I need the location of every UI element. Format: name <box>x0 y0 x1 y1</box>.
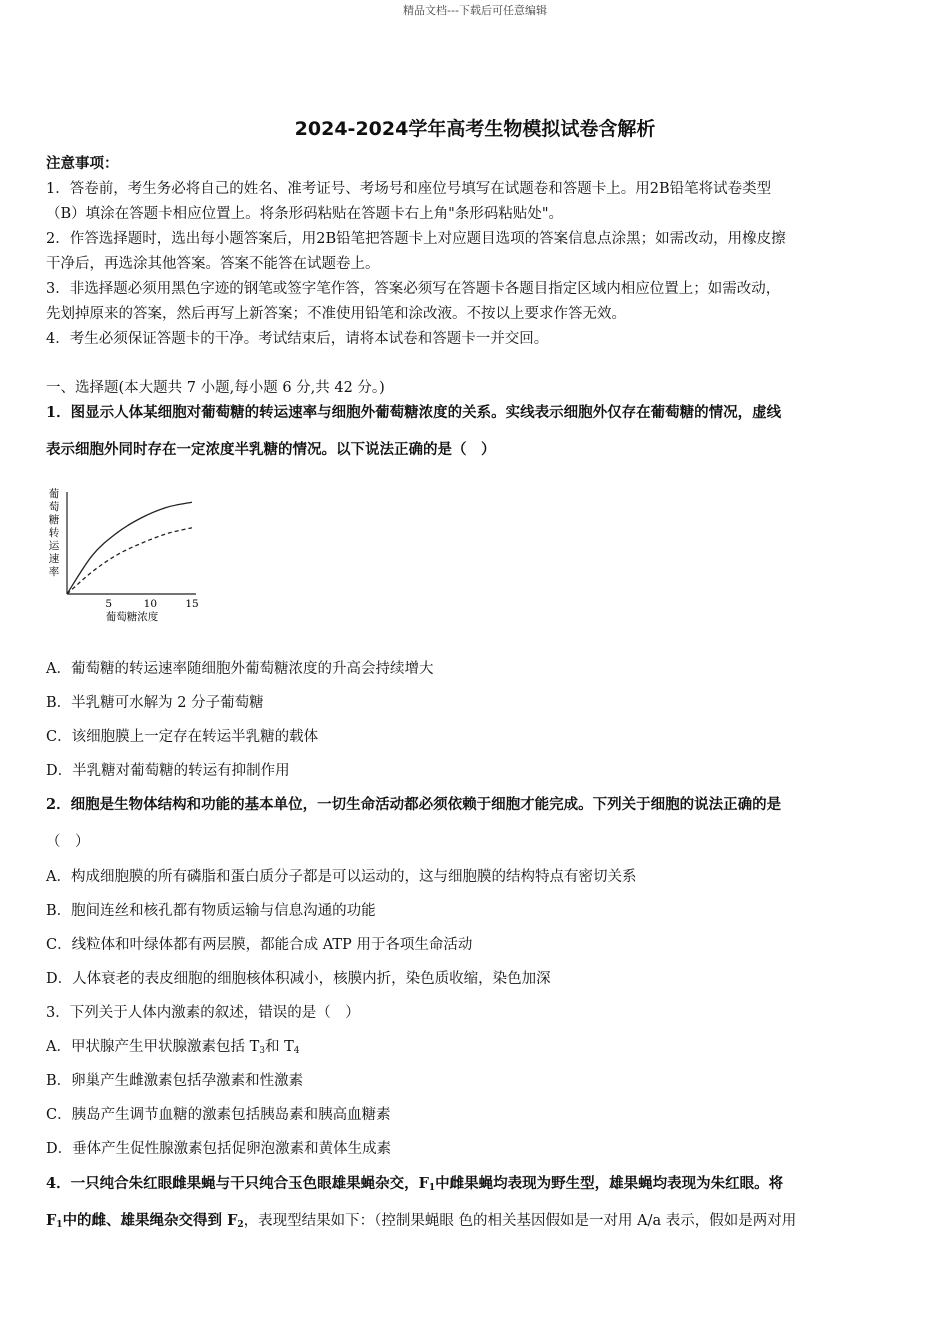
q1-option-d: D．半乳糖对葡萄糖的转运有抑制作用 <box>46 763 290 779</box>
q3-option-d: D．垂体产生促性腺激素包括促卵泡激素和黄体生成素 <box>46 1141 392 1157</box>
y-axis-label <box>49 487 60 578</box>
q1-stem-line-2: 表示细胞外同时存在一定浓度半乳糖的情况。以下说法正确的是（ ） <box>46 441 496 458</box>
q4-stem-line-2: $F_1$中的雌、雄果绳杂交得到 $F_2$，表现型结果如下：（控制果蝇眼 色的相关基因假如是一对用 A/a 表示，假如是两对用 <box>46 1212 797 1230</box>
x-tick-labels <box>105 598 198 610</box>
q1-stem-line-1: 1．图显示人体某细胞对葡萄糖的转运速率与细胞外葡萄糖浓度的关系。实线表示细胞外仅存在葡萄糖的情况，虚线 <box>46 404 782 421</box>
notice-line-2: （B）填涂在答题卡相应位置上。将条形码粘贴在答题卡右上角"条形码粘贴处"。 <box>46 206 563 222</box>
y-axis-label-char: 速 <box>48 553 60 565</box>
q2-option-b: B．胞间连丝和核孔都有物质运输与信息沟通的功能 <box>46 903 376 919</box>
q3-option-b: B．卵巢产生雌激素包括孕激素和性激素 <box>46 1073 304 1089</box>
q1-option-c: C．该细胞膜上一定存在转运半乳糖的载体 <box>46 729 319 745</box>
x-axis-label: 葡萄糖浓度 <box>105 611 159 623</box>
q2-stem-line-2: （ ） <box>46 834 90 850</box>
document-title: 2024-2024学年高考生物模拟试卷含解析 <box>294 118 656 140</box>
x-tick-label: 10 <box>143 598 158 610</box>
x-tick-label: 5 <box>105 598 113 610</box>
notice-heading: 注意事项： <box>46 155 119 172</box>
q2-stem-line-1: 2．细胞是生物体结构和功能的基本单位，一切生命活动都必须依赖于细胞才能完成。下列关于细胞的说法正确的是 <box>46 796 782 813</box>
y-axis-label-char: 萄 <box>48 501 60 513</box>
notice-line-6: 先划掉原来的答案，然后再写上新答案；不准使用铅笔和涂改液。不按以上要求作答无效。 <box>46 306 626 322</box>
y-axis-label-char: 葡 <box>48 488 60 500</box>
q2-option-d: D．人体衰老的表皮细胞的细胞核体积减小，核膜内折，染色质收缩，染色加深 <box>46 971 551 987</box>
q3-option-a: A．甲状腺产生甲状腺激素包括 $T_3$和 $T_4$ <box>46 1039 300 1056</box>
q3-stem: 3．下列关于人体内激素的叙述，错误的是（ ） <box>46 1005 360 1021</box>
x-tick-label: 15 <box>185 598 199 610</box>
glucose-transport-chart <box>44 486 204 628</box>
dashed-line-series <box>67 528 192 594</box>
notice-line-3: 2．作答选择题时，选出每小题答案后，用2B铅笔把答题卡上对应题目选项的答案信息点涂黑；如需改动，用橡皮擦 <box>46 231 786 247</box>
q4-stem-line-1: 4．一只纯合朱红眼雌果蝇与干只纯合玉色眼雄果蝇杂交，$F_1$中雌果蝇均表现为野生型，雄果蝇均表现为朱红眼。将 <box>46 1175 784 1193</box>
section-heading: 一、选择题(本大题共 7 小题,每小题 6 分,共 42 分。) <box>46 380 385 396</box>
q2-option-c: C．线粒体和叶绿体都有两层膜，都能合成 ATP 用于各项生命活动 <box>46 937 473 953</box>
y-axis-label-char: 运 <box>48 540 60 552</box>
q3-option-c: C．胰岛产生调节血糖的激素包括胰岛素和胰高血糖素 <box>46 1107 391 1123</box>
notice-line-7: 4．考生必须保证答题卡的干净。考试结束后，请将本试卷和答题卡一并交回。 <box>46 331 549 347</box>
q1-option-b: B．半乳糖可水解为 2 分子葡萄糖 <box>46 695 264 711</box>
y-axis-label-char: 糖 <box>48 514 60 526</box>
notice-line-1: 1．答卷前，考生务必将自己的姓名、准考证号、考场号和座位号填写在试题卷和答题卡上。用2B铅笔将试卷类型 <box>46 181 772 197</box>
y-axis-label-char: 转 <box>48 527 60 539</box>
page-header: 精品文档---下载后可任意编辑 <box>403 4 547 17</box>
q1-option-a: A．葡萄糖的转运速率随细胞外葡萄糖浓度的升高会持续增大 <box>46 661 434 677</box>
notice-line-4: 干净后，再选涂其他答案。答案不能答在试题卷上。 <box>46 256 380 272</box>
q2-option-a: A．构成细胞膜的所有磷脂和蛋白质分子都是可以运动的，这与细胞膜的结构特点有密切关系 <box>46 869 637 885</box>
y-axis-label-char: 率 <box>48 566 60 578</box>
notice-line-5: 3．非选择题必须用黑色字迹的钢笔或签字笔作答，答案必须写在答题卡各题目指定区域内相应位置上；如需改动， <box>46 281 781 297</box>
